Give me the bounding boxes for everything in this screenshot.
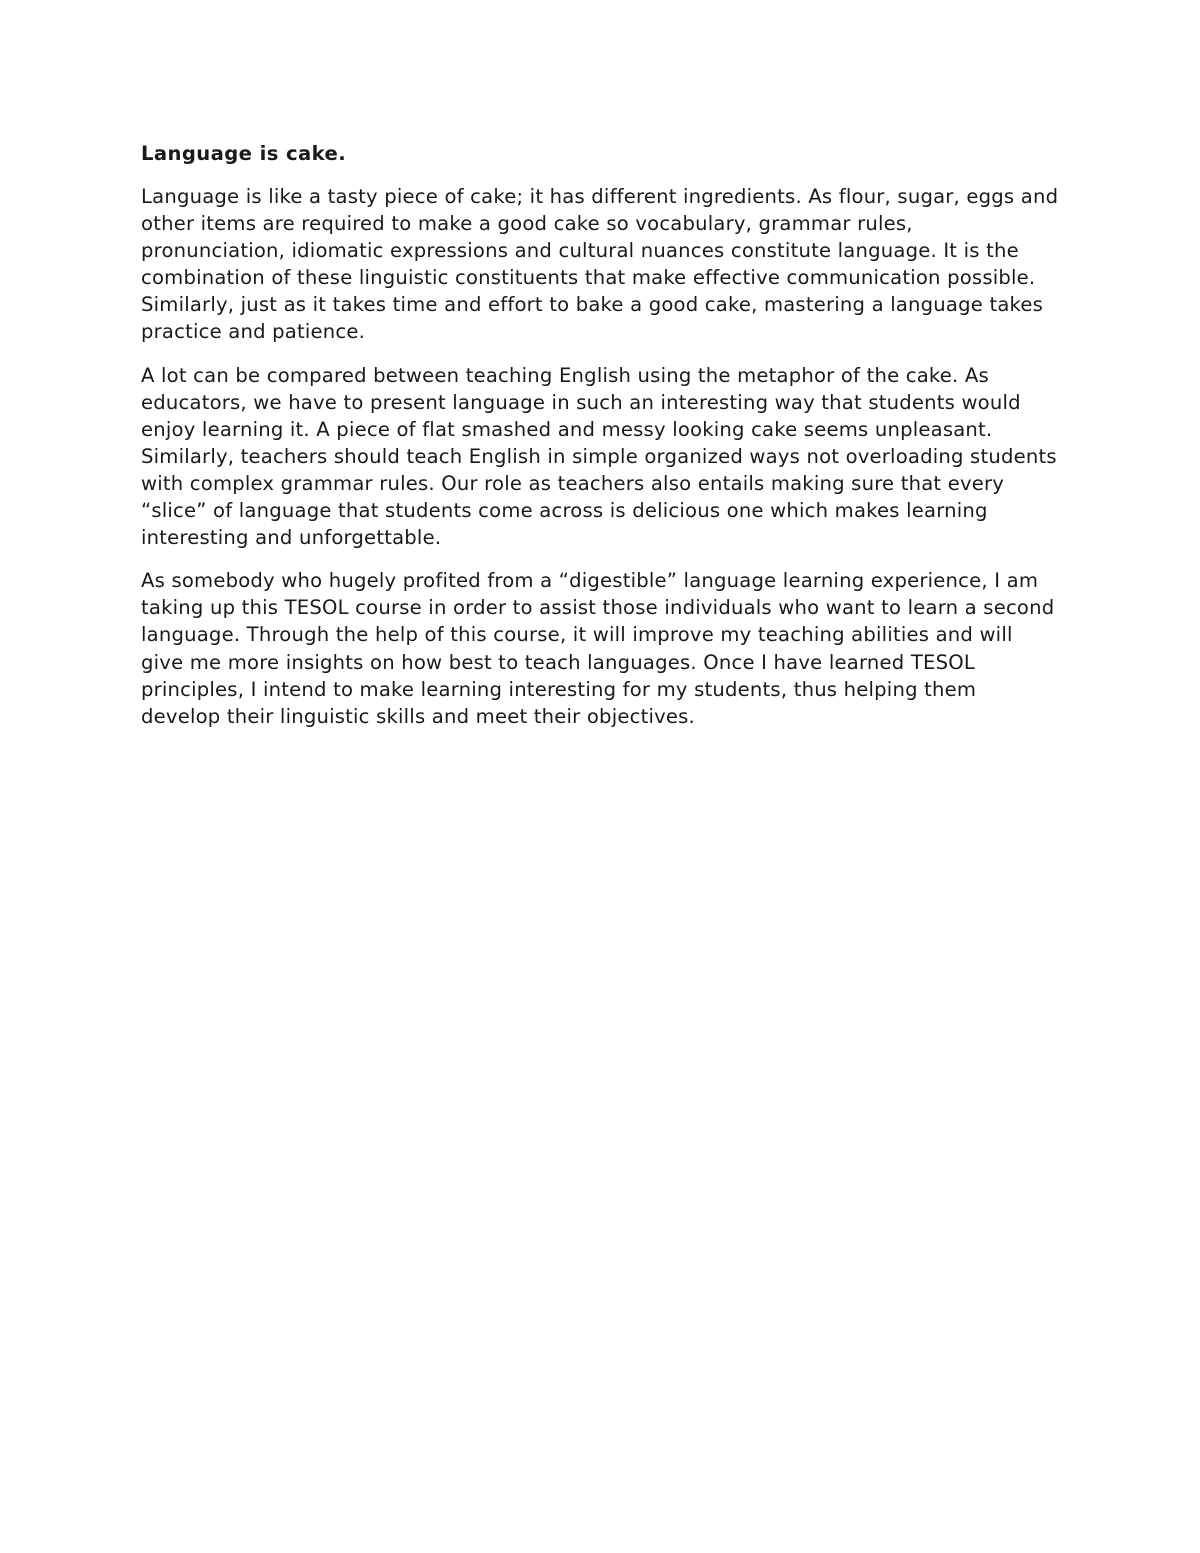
- document-body: [141, 140, 1059, 746]
- paragraph-2: A lot can be compared between teaching English using the metaphor of the cake. As educators, we have to present language in such an interesting way that students would enjoy learning it. A piece of flat smashed and messy looking cake seems unpleasant. Similarly, teachers should teach English in simple organized ways not overloading students with complex grammar rules. Our role as teachers also entails making sure that every “slice” of language that students come across is delicious one which makes learning interesting and unforgettable.: [141, 363, 1057, 550]
- paragraph-1: Language is like a tasty piece of cake; it has different ingredients. As flour, sugar, eggs and other items are required to make a good cake so vocabulary, grammar rules, pronunciation, idiomatic expressions and cultural nuances constitute language. It is the combination of these linguistic constituents that make effective communication possible. Similarly, just as it takes time and effort to bake a good cake, mastering a language takes practice and patience.: [141, 185, 1059, 344]
- document-title: Language is cake.: [141, 142, 347, 165]
- paragraph-3: As somebody who hugely profited from a “digestible” language learning experience, I am taking up this TESOL course in order to assist those individuals who want to learn a second language. Through the help of this course, it will improve my teaching abilities and will give me more insights on how best to teach languages. Once I have learned TESOL principles, I intend to make learning interesting for my students, thus helping them develop their linguistic skills and meet their objectives.: [141, 569, 1055, 728]
